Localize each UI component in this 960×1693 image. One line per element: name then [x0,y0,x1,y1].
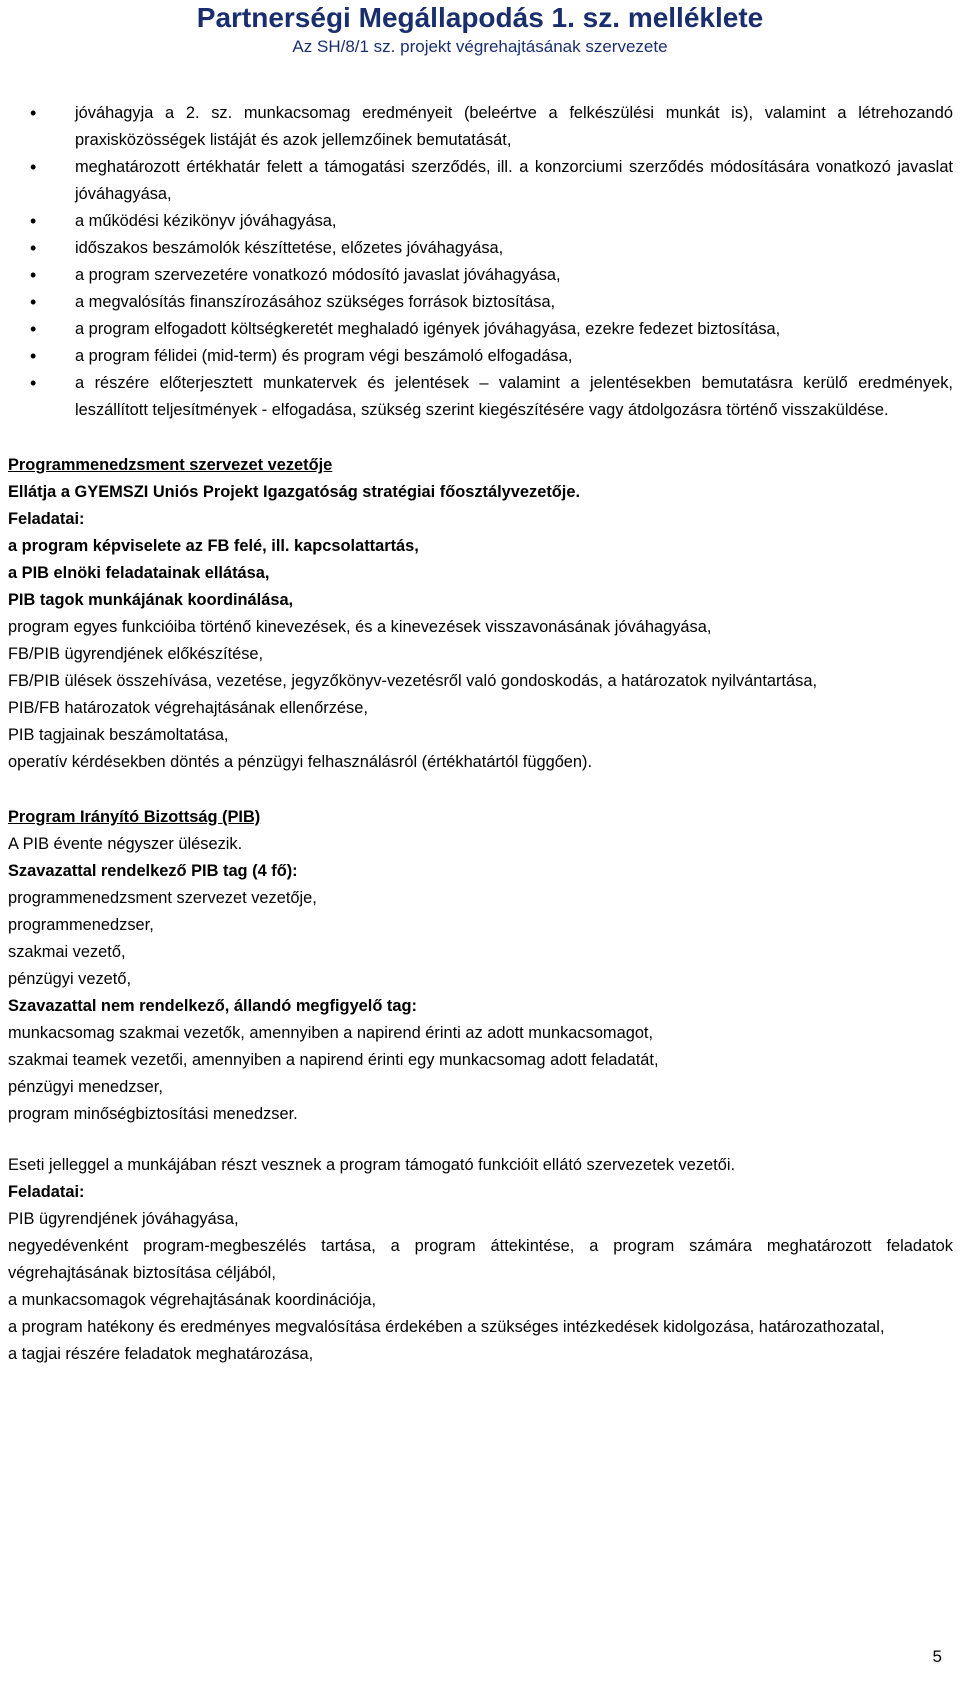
text-line: programmenedzsment szervezet vezetője, [8,889,317,907]
list-item: • a részére előterjesztett munkatervek és jelentések – valamint a jelentésekben bemutatásra kerülő eredmények, leszállított teljesítmények - elfogadása, szükség szerint kiegészítésére vagy átdolgozásra történő visszaküldése. [8,370,953,424]
text-line: A PIB évente négyszer ülésezik. [8,835,243,853]
text-line: szakmai vezető, [8,943,126,961]
text-line: pénzügyi vezető, [8,970,132,988]
list-item: • a működési kézikönyv jóváhagyása, [8,208,953,235]
section-heading: Programmenedzsment szervezet vezetője [8,456,333,474]
list-item: • a program szervezetére vonatkozó módosító javaslat jóváhagyása, [8,262,953,289]
text-line: a PIB elnöki feladatainak ellátása, [8,564,270,582]
subheading: Szavazattal rendelkező PIB tag (4 fő): [8,862,298,880]
subheading: Feladatai: [8,1183,85,1201]
page-header [0,0,960,58]
text-line: a program hatékony és eredményes megvalósítása érdekében a szükséges intézkedések kidolgozása, határozathozatal, [8,1318,885,1336]
list-item: • a program elfogadott költségkeretét meghaladó igények jóváhagyása, ezekre fedezet biztosítása, [8,316,953,343]
text-line: program minőségbiztosítási menedzser. [8,1105,298,1123]
text-line: PIB/FB határozatok végrehajtásának ellenőrzése, [8,699,368,717]
text-line: program egyes funkcióiba történő kinevezések, és a kinevezések visszavonásának jóváhagyása, [8,618,712,636]
text-line: a program képviselete az FB felé, ill. kapcsolattartás, [8,537,419,555]
text-line: PIB ügyrendjének jóváhagyása, [8,1210,239,1228]
text-line: FB/PIB ügyrendjének előkészítése, [8,645,264,663]
text-line: szakmai teamek vezetői, amennyiben a napirend érinti egy munkacsomag adott feladatát, [8,1051,659,1069]
text-line: Ellátja a GYEMSZI Uniós Projekt Igazgatóság stratégiai főosztályvezetője. [8,483,581,501]
text-line: Eseti jelleggel a munkájában részt vesznek a program támogató funkcióit ellátó szervezetek vezetői. [8,1156,736,1174]
list-item: • jóváhagyja a 2. sz. munkacsomag eredményeit (beleértve a felkészülési munkát is), valamint a létrehozandó praxisközösségek listáját és azok jellemzőinek bemutatását, [8,100,953,154]
text-line: pénzügyi menedzser, [8,1078,163,1096]
text-line: PIB tagok munkájának koordinálása, [8,591,294,609]
text-line: munkacsomag szakmai vezetők, amennyiben a napirend érinti az adott munkacsomagot, [8,1024,654,1042]
document-title: Partnerségi Megállapodás 1. sz. melléklete [196,2,764,33]
text-line: a munkacsomagok végrehajtásának koordinációja, [8,1291,377,1309]
text-line: programmenedzser, [8,916,154,934]
document-subtitle: Az SH/8/1 sz. projekt végrehajtásának szervezete [292,37,668,56]
text-line: Feladatai: [8,510,85,528]
list-item: • a megvalósítás finanszírozásához szükséges források biztosítása, [8,289,953,316]
text-line: negyedévenként program-megbeszélés tartása, a program áttekintése, a program számára meghatározott feladatok végrehajtásának biztosítása céljából, [8,1237,953,1282]
list-item: • időszakos beszámolók készíttetése, előzetes jóváhagyása, [8,235,953,262]
list-item: • a program félidei (mid-term) és program végi beszámoló elfogadása, [8,343,953,370]
page-number: 5 [932,1647,942,1666]
subheading: Szavazattal nem rendelkező, állandó megfigyelő tag: [8,997,417,1015]
text-line: FB/PIB ülések összehívása, vezetése, jegyzőkönyv-vezetésről való gondoskodás, a határozatok nyilvántartása, [8,672,818,690]
pm-section [8,452,953,776]
section-heading: Program Irányító Bizottság (PIB) [8,808,261,826]
text-line: PIB tagjainak beszámoltatása, [8,726,229,744]
document-body [8,100,953,1368]
text-line: operatív kérdésekben döntés a pénzügyi felhasználásról (értékhatártól függően). [8,753,593,771]
bullet-list [8,100,953,424]
text-line: a tagjai részére feladatok meghatározása, [8,1345,314,1363]
list-item: • meghatározott értékhatár felett a támogatási szerződés, ill. a konzorciumi szerződés módosítására vonatkozó javaslat jóváhagyása, [8,154,953,208]
pib-section [8,804,953,1368]
